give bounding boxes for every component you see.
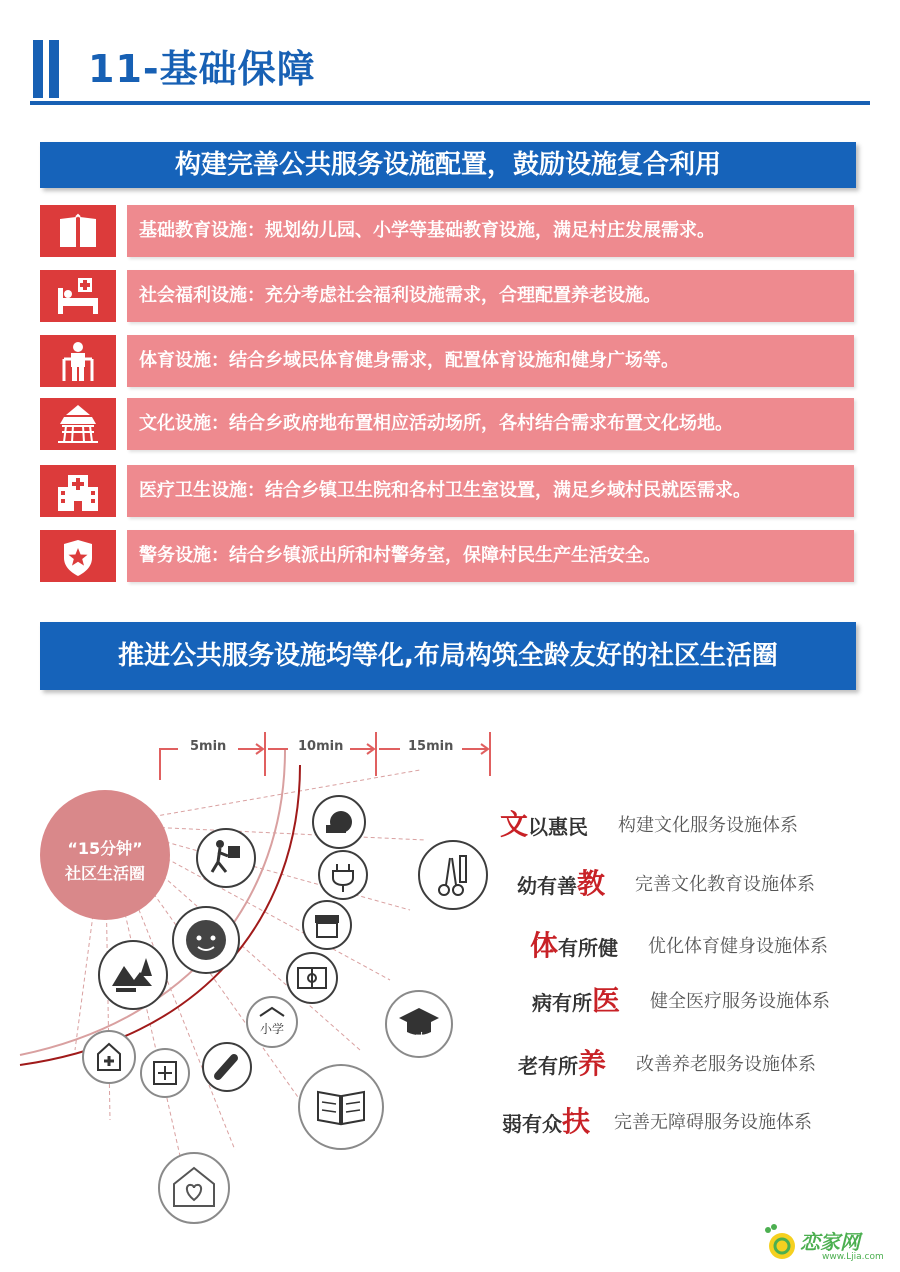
facility-text: 社会福利设施：充分考虑社会福利设施需求，合理配置养老设施。 [127,270,854,322]
scale-10min: 10min [298,739,344,754]
facility-text: 警务设施：结合乡镇派出所和村警务室，保障村民生产生活安全。 [127,530,854,582]
snail-logo-icon [760,1222,800,1262]
watermark-brand: 恋家网 [800,1230,860,1254]
facility-text: 文化设施：结合乡政府地布置相应活动场所，各村结合需求布置文化场地。 [127,398,854,450]
hospital-bed-icon [56,274,100,318]
open-book-icon [298,1064,384,1150]
watermark-url: www.Ljia.com [822,1252,884,1262]
facility-row [40,530,856,582]
book-icon [56,209,100,253]
section-banner-facilities: 构建完善公共服务设施配置，鼓励设施复合利用 [40,142,856,188]
shop-icon [302,900,352,950]
facility-icon-box [40,205,116,257]
clinic-building-icon [56,469,100,513]
slogan-row: 体有所健 优化体育健身设施体系 [530,929,828,962]
facility-row [40,270,856,322]
temple-icon [56,402,100,446]
heart-home-icon [158,1152,230,1224]
slogan-row: 文以惠民 构建文化服务设施体系 [500,808,798,841]
facility-row [40,335,856,387]
page-title: 11-基础保障 [88,47,316,91]
sports-field-icon [286,952,338,1004]
facility-text: 体育设施：结合乡域民体育健身需求，配置体育设施和健身广场等。 [127,335,854,387]
park-icon [98,940,168,1010]
slogan-row: 幼有善教 完善文化教育设施体系 [517,867,815,900]
facility-row [40,205,856,257]
medicine-capsule-icon [202,1042,252,1092]
baby-face-icon [172,906,240,974]
slogan-row: 病有所医 健全医疗服务设施体系 [532,984,830,1017]
delivery-icon [196,828,256,888]
scale-5min: 5min [190,739,227,754]
police-badge-icon [56,534,100,578]
facility-row [40,398,856,450]
plug-icon [318,850,368,900]
slogan-row: 老有所养 改善养老服务设施体系 [518,1047,816,1080]
fitness-icon [312,795,366,849]
section-banner-life-circle: 推进公共服务设施均等化,布局构筑全龄友好的社区生活圈 [40,622,856,690]
header-divider [30,101,870,105]
scissors-comb-icon [418,840,488,910]
graduation-cap-icon: 中 [385,990,453,1058]
scale-15min: 15min [408,739,454,754]
life-circle-core: “15分钟” 社区生活圈 [40,790,170,920]
facility-text: 医疗卫生设施：结合乡镇卫生院和各村卫生室设置，满足乡域村民就医需求。 [127,465,854,517]
clinic-cross-icon [82,1030,136,1084]
primary-school-icon: 小学 [246,996,298,1048]
first-aid-icon [140,1048,190,1098]
facility-row [40,465,856,517]
facility-text: 基础教育设施：规划幼儿园、小学等基础教育设施，满足村庄发展需求。 [127,205,854,257]
slogan-row: 弱有众扶 完善无障碍服务设施体系 [502,1105,812,1138]
elder-walker-icon [56,339,100,383]
